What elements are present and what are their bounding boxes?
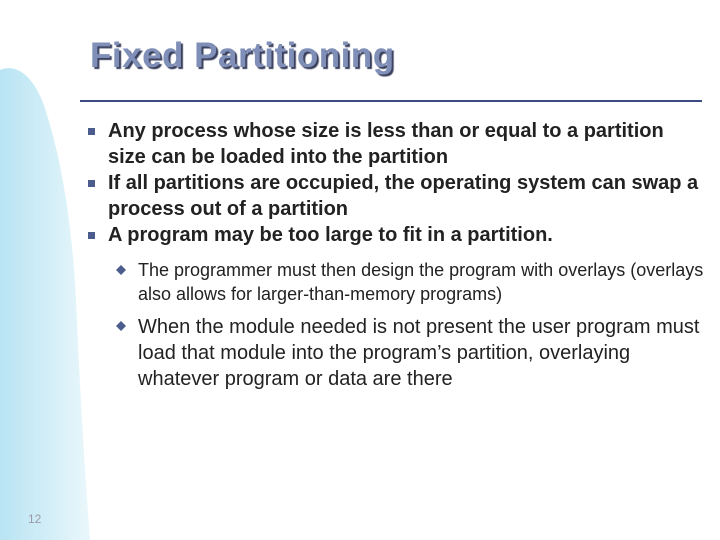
page-number: 12 — [28, 512, 42, 526]
slide-title: Fixed Partitioning — [90, 36, 395, 75]
square-bullet-icon — [88, 128, 95, 135]
bullet-text: If all partitions are occupied, the operating system can swap a process out of a partition — [108, 172, 699, 220]
title-underline — [80, 100, 702, 102]
bullet-text: Any process whose size is less than or equal to a partition size can be loaded into the partition — [108, 120, 664, 168]
square-bullet-icon — [88, 180, 95, 187]
sub-bullet-item — [84, 258, 704, 306]
sub-bullet-text: When the module needed is not present the user program must load that module into the program’s partition, overlaying whatever program or data are there — [138, 316, 700, 390]
bullet-item — [84, 118, 704, 170]
diamond-bullet-icon — [116, 321, 126, 331]
square-bullet-icon — [88, 232, 95, 239]
sub-bullet-text: The programmer must then design the program with overlays (overlays also allows for larger-than-memory programs) — [138, 260, 704, 304]
bullet-list — [84, 118, 704, 392]
sub-bullet-item — [84, 314, 704, 392]
bullet-text: A program may be too large to fit in a partition. — [108, 224, 553, 246]
bullet-item — [84, 170, 704, 222]
diamond-bullet-icon — [116, 265, 126, 275]
bullet-item — [84, 222, 704, 248]
